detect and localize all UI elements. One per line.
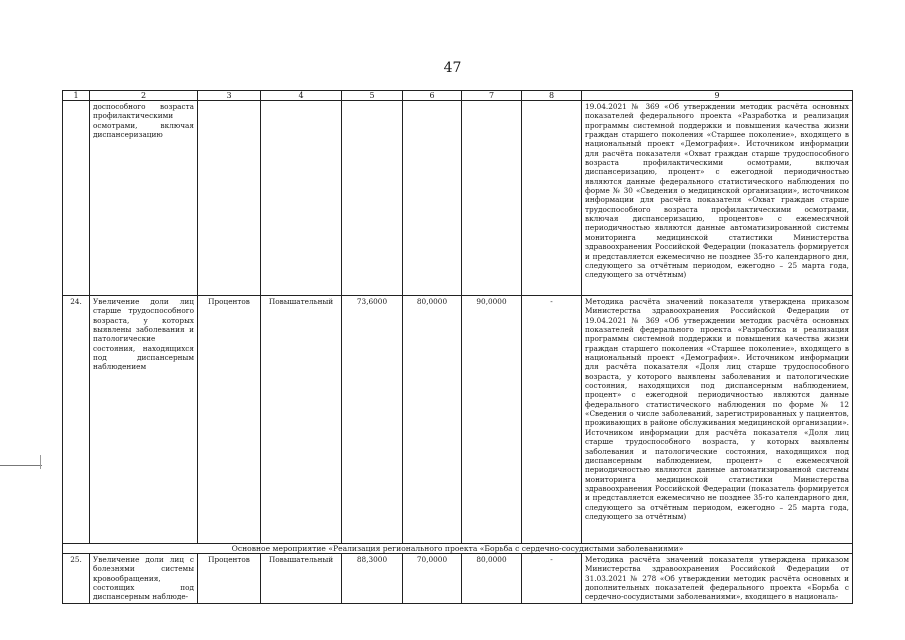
value-cell: 70,0000 bbox=[403, 554, 462, 604]
column-number: 8 bbox=[522, 91, 582, 101]
column-number: 7 bbox=[462, 91, 522, 101]
column-number: 2 bbox=[90, 91, 198, 101]
value-cell: 88,3000 bbox=[342, 554, 403, 604]
column-number: 1 bbox=[63, 91, 90, 101]
indicator-name: Увеличение доли лиц старше трудоспособного возраста, у которых выявлены заболевания и патологические состояния, находящихся под диспансерным наблюдением bbox=[90, 296, 198, 544]
direction-cell: Повышательный bbox=[261, 296, 342, 544]
value-cell bbox=[522, 101, 582, 296]
page-number: 47 bbox=[443, 60, 462, 76]
scan-margin-mark bbox=[0, 465, 42, 466]
direction-cell bbox=[261, 101, 342, 296]
column-number: 9 bbox=[582, 91, 853, 101]
value-cell: 80,0000 bbox=[462, 554, 522, 604]
methodology-text: 19.04.2021 № 369 «Об утверждении методик расчёта основных показателей федерального проекта «Разработка и реализация программы системной поддержки и повышения качества жизни граждан старшего поколения «Старшее поколение», входящего в национальный проект «Демография». Источником информации для расчёта показателя «Охват граждан старше трудоспособного возраста профилактическими осмотрами, включая диспансеризацию, процент» с ежегодной периодичностью являются данные федерального статистического наблюдения по форме № 30 «Сведения о медицинской организации», источником информации для расчёта показателя «Охват граждан старше трудоспособного возраста профилактическими осмотрами, включая диспансеризацию, процентов» с ежемесячной периодичностью являются данные автоматизированной системы мониторинга медицинской статистики Министерства здравоохранения Российской Федерации (показатель формируется и представляется ежемесячно не позднее 35-го календарного дня, следующего за отчётным периодом, ежегодно – 25 марта года, следующего за отчётным) bbox=[582, 101, 853, 296]
section-title: Основное мероприятие «Реализация регионального проекта «Борьба с сердечно-сосудистыми заболеваниями» bbox=[63, 544, 853, 554]
row-number: 24. bbox=[63, 296, 90, 544]
value-cell bbox=[342, 101, 403, 296]
row-number: 25. bbox=[63, 554, 90, 604]
indicators-table bbox=[62, 90, 853, 604]
row-number bbox=[63, 101, 90, 296]
value-cell: 73,6000 bbox=[342, 296, 403, 544]
scan-margin-tick bbox=[40, 455, 41, 469]
methodology-text: Методика расчёта значений показателя утверждена приказом Министерства здравоохранения Российской Федерации от 19.04.2021 № 369 «Об утверждении методик расчёта основных показателей федерального проекта «Разработка и реализация программы системной поддержки и повышения качества жизни граждан старшего поколения «Старшее поколение», входящего в национальный проект «Демография». Источником информации для расчёта показателя «Доля лиц старше трудоспособного возраста, у которого выявлены заболевания и патологические состояния, находящихся под диспансерным наблюдением, процент» с ежегодной периодичностью являются данные федерального статистического наблюдения по форме № 12 «Сведения о числе заболеваний, зарегистрированных у пациентов, проживающих в районе обслуживания медицинской организации». Источником информации для расчёта показателя «Доля лиц старше трудоспособного возраста, у которых выявлены заболевания и патологические состояния, находящихся под диспансерным наблюдением, процент» с ежемесячной периодичностью являются данные автоматизированной системы мониторинга медицинской статистики Министерства здравоохранения Российской Федерации (показатель формируется и представляется ежемесячно не позднее 35-го календарного дня, следующего за отчётным периодом, ежегодно – 25 марта года, следующего за отчётным) bbox=[582, 296, 853, 544]
indicator-name: доспособного возраста профилактическими осмотрами, включая диспансеризацию bbox=[90, 101, 198, 296]
unit-cell: Процентов bbox=[198, 296, 261, 544]
indicator-name: Увеличение доли лиц с болезнями системы кровообращения, состоящих под диспансерным наблюде- bbox=[90, 554, 198, 604]
section-row bbox=[63, 544, 853, 554]
column-number: 5 bbox=[342, 91, 403, 101]
value-cell bbox=[403, 101, 462, 296]
column-number: 3 bbox=[198, 91, 261, 101]
column-number-row bbox=[63, 91, 853, 101]
unit-cell: Процентов bbox=[198, 554, 261, 604]
value-cell: 80,0000 bbox=[403, 296, 462, 544]
methodology-text: Методика расчёта значений показателя утверждена приказом Министерства здравоохранения Российской Федерации от 31.03.2021 № 278 «Об утверждении методик расчёта основных и дополнительных показателей федерального проекта «Борьба с сердечно-сосудистыми заболеваниями», входящего в националь- bbox=[582, 554, 853, 604]
column-number: 4 bbox=[261, 91, 342, 101]
value-cell: 90,0000 bbox=[462, 296, 522, 544]
direction-cell: Повышательный bbox=[261, 554, 342, 604]
value-cell: - bbox=[522, 296, 582, 544]
table-row bbox=[63, 296, 853, 544]
value-cell: - bbox=[522, 554, 582, 604]
value-cell bbox=[462, 101, 522, 296]
table-row bbox=[63, 101, 853, 296]
table-row bbox=[63, 554, 853, 604]
column-number: 6 bbox=[403, 91, 462, 101]
unit-cell bbox=[198, 101, 261, 296]
